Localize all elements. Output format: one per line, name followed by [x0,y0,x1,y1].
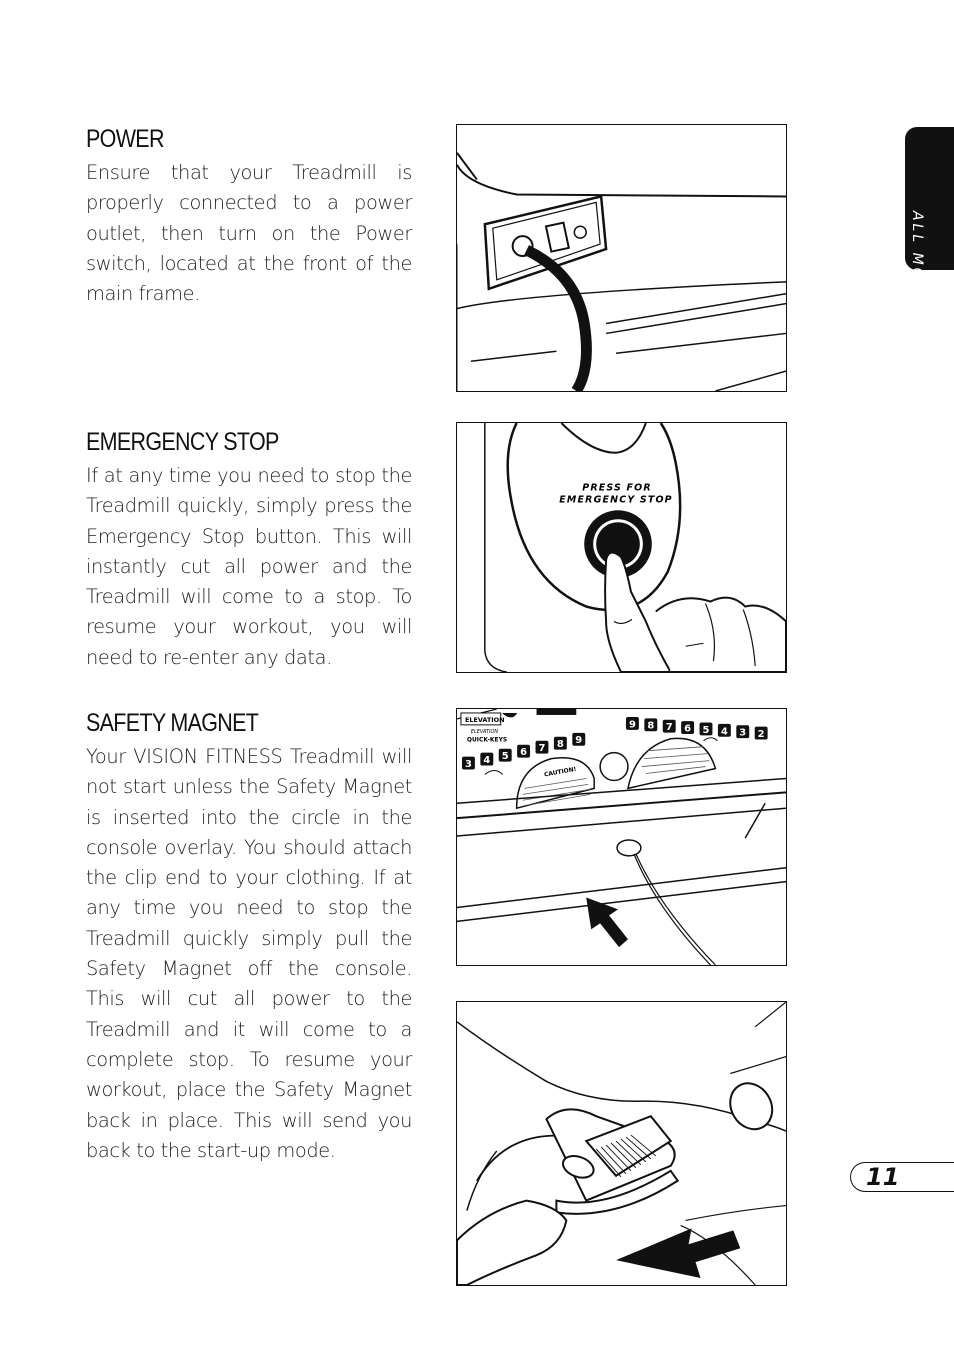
power-heading: POWER [86,125,164,153]
power-section [86,122,412,309]
elevation-quick-keys-label-top: ELEVATION [470,728,499,735]
emergency-stop-section [86,425,412,673]
side-tab [905,127,954,331]
emergency-stop-illustration [456,422,787,673]
safety-magnet-body: Your VISION FITNESS Treadmill will not start unless the Safety Magnet is inserted into the circle in the console overlay. You should attach the clip end to your clothing. If at any time you need to stop the Treadmill quickly simply pull the Safety Magnet off the console. This will cut all power to the Treadmill and it will come to a complete stop. To resume your workout, place the Safety Magnet back in place. This will send you back to the start-up mode. [86,745,412,1162]
quick-key-label: 8 [647,720,655,732]
arrow-icon [616,1228,740,1278]
side-tab-label: ALL MODELS [909,210,925,331]
power-switch-illustration [456,124,787,392]
quick-key-label: 4 [720,726,728,738]
right-quick-keys [626,717,768,740]
quick-key-label: 8 [556,739,564,751]
quick-key-label: 3 [739,727,747,739]
quick-key-label: 6 [684,723,692,735]
arrow-icon [586,898,628,948]
emergency-stop-body: If at any time you need to stop the Treadmill quickly, simply press the Emergency Stop button. This will instantly cut all power and the Treadmill will come to a stop. To resume your workout, you will need to re-enter any data. [86,464,412,669]
safety-magnet-section [86,706,412,1166]
power-body: Ensure that your Treadmill is properly connected to a power outlet, then turn on the Power switch, located at the front of the main frame. [86,161,412,306]
emergency-stop-text: EMERGENCY STOP [559,494,673,506]
safety-clip-illustration [456,1001,787,1286]
safety-magnet-icon [617,840,641,856]
quick-key-label: 3 [464,759,472,771]
safety-magnet-console-illustration [456,708,787,966]
emergency-stop-heading: EMERGENCY STOP [86,428,279,456]
quick-key-label: 7 [538,743,546,755]
caution-label: CAUTION! [543,765,577,779]
elevation-label: ELEVATION [464,715,505,724]
quick-key-label: 4 [483,755,491,767]
quick-key-label: 6 [520,747,528,759]
press-for-text: PRESS FOR [582,482,652,494]
quick-key-label: 9 [628,719,636,731]
elevation-quick-keys-label: QUICK-KEYS [466,736,508,744]
quick-key-label: 5 [501,751,509,763]
quick-key-label: 7 [665,722,673,734]
quick-key-label: 5 [702,724,710,736]
quick-key-label: 2 [757,729,765,741]
page-number: 11 [866,1163,900,1191]
safety-magnet-heading: SAFETY MAGNET [86,709,259,737]
quick-key-label: 9 [575,735,583,747]
